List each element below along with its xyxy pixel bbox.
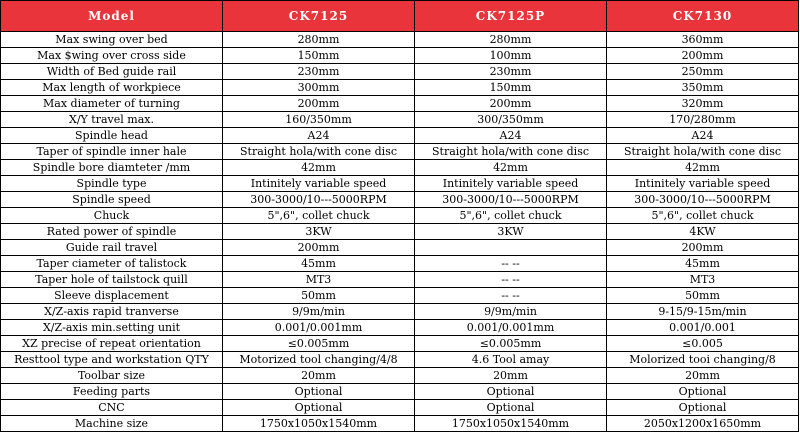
cell-value: 0.001/0.001mm (223, 320, 415, 336)
row-label: Spindle head (1, 128, 223, 144)
cell-value: Straight hola/with cone disc (415, 144, 607, 160)
row-label: Taper of spindle inner hale (1, 144, 223, 160)
cell-value: Motorized tool changing/4/8 (223, 352, 415, 368)
cell-value: MT3 (607, 272, 799, 288)
cell-value: 150mm (223, 48, 415, 64)
cell-value: 1750x1050x1540mm (223, 416, 415, 432)
row-label: Guide rail travel (1, 240, 223, 256)
row-label: Max length of workpiece (1, 80, 223, 96)
cell-value: Optional (607, 384, 799, 400)
cell-value: 300/350mm (415, 112, 607, 128)
cell-value: ≤0.005 (607, 336, 799, 352)
cell-value: Intinitely variable speed (607, 176, 799, 192)
cell-value: 200mm (415, 96, 607, 112)
cell-value: 150mm (415, 80, 607, 96)
cell-value: 20mm (607, 368, 799, 384)
cell-value: 200mm (607, 48, 799, 64)
cell-value: 42mm (607, 160, 799, 176)
cell-value: 2050x1200x1650mm (607, 416, 799, 432)
table-row (1, 416, 799, 432)
cell-value: 3KW (223, 224, 415, 240)
cell-value: ≤0.005mm (415, 336, 607, 352)
table-row (1, 160, 799, 176)
cell-value: 230mm (223, 64, 415, 80)
cell-value: Molorized tooi changing/8 (607, 352, 799, 368)
row-label: XZ precise of repeat orientation (1, 336, 223, 352)
cell-value: 5",6", collet chuck (223, 208, 415, 224)
cell-value: 0.001/0.001 (607, 320, 799, 336)
cell-value: Straight hola/with cone disc (607, 144, 799, 160)
cell-value: 320mm (607, 96, 799, 112)
cell-value: 100mm (415, 48, 607, 64)
cell-value: Optional (607, 400, 799, 416)
cell-value: 160/350mm (223, 112, 415, 128)
cell-value: Optional (223, 400, 415, 416)
row-label: Width of Bed guide rail (1, 64, 223, 80)
cell-value: 280mm (223, 32, 415, 48)
header-model-label: Model (1, 1, 223, 32)
cell-value: 200mm (607, 240, 799, 256)
cell-value: 300-3000/10---5000RPM (607, 192, 799, 208)
cell-value: ≤0.005mm (223, 336, 415, 352)
header-row (1, 1, 799, 32)
table-row (1, 64, 799, 80)
cell-value: Intinitely variable speed (223, 176, 415, 192)
table-row (1, 128, 799, 144)
cell-value: 20mm (223, 368, 415, 384)
row-label: X/Y travel max. (1, 112, 223, 128)
cell-value: Straight hola/with cone disc (223, 144, 415, 160)
cell-value: 200mm (223, 96, 415, 112)
table-row (1, 96, 799, 112)
row-label: Chuck (1, 208, 223, 224)
cell-value: A24 (607, 128, 799, 144)
cell-value: -- -- (415, 288, 607, 304)
row-label: X/Z-axis min.setting unit (1, 320, 223, 336)
row-label: Resttool type and workstation QTY (1, 352, 223, 368)
cell-value: 5",6", collet chuck (607, 208, 799, 224)
cell-value: 9-15/9-15m/min (607, 304, 799, 320)
row-label: Max swing over bed (1, 32, 223, 48)
cell-value: 230mm (415, 64, 607, 80)
cell-value: 200mm (223, 240, 415, 256)
row-label: Spindle bore diamteter /mm (1, 160, 223, 176)
cell-value: 45mm (607, 256, 799, 272)
cell-value: 9/9m/min (415, 304, 607, 320)
cell-value: A24 (223, 128, 415, 144)
table-row (1, 384, 799, 400)
table-row (1, 144, 799, 160)
table-row (1, 368, 799, 384)
cell-value: -- -- (415, 256, 607, 272)
table-row (1, 112, 799, 128)
table-row (1, 48, 799, 64)
cell-value: Optional (223, 384, 415, 400)
cell-value: 350mm (607, 80, 799, 96)
table-row (1, 352, 799, 368)
table-row (1, 336, 799, 352)
cell-value: 280mm (415, 32, 607, 48)
row-label: Spindle speed (1, 192, 223, 208)
row-label: Max $wing over cross side (1, 48, 223, 64)
row-label: Taper hole of tailstock quill (1, 272, 223, 288)
cell-value: 360mm (607, 32, 799, 48)
cell-value: 50mm (223, 288, 415, 304)
table-row (1, 400, 799, 416)
table-row (1, 240, 799, 256)
table-row (1, 80, 799, 96)
row-label: X/Z-axis rapid tranverse (1, 304, 223, 320)
cell-value: 0.001/0.001mm (415, 320, 607, 336)
row-label: Toolbar size (1, 368, 223, 384)
cell-value: 42mm (415, 160, 607, 176)
table-row (1, 208, 799, 224)
header-model-3: CK7130 (607, 1, 799, 32)
table-row (1, 176, 799, 192)
row-label: Rated power of spindle (1, 224, 223, 240)
cell-value: 170/280mm (607, 112, 799, 128)
cell-value: 45mm (223, 256, 415, 272)
table-row (1, 288, 799, 304)
table-row (1, 304, 799, 320)
cell-value: 300-3000/10---5000RPM (415, 192, 607, 208)
row-label: Taper ciameter of talistock (1, 256, 223, 272)
row-label: CNC (1, 400, 223, 416)
cell-value: 300mm (223, 80, 415, 96)
cell-value: 4.6 Tool amay (415, 352, 607, 368)
cell-value: 20mm (415, 368, 607, 384)
spec-body (1, 32, 799, 432)
row-label: Feeding parts (1, 384, 223, 400)
header-model-1: CK7125 (223, 1, 415, 32)
cell-value: 5",6", collet chuck (415, 208, 607, 224)
cell-value: -- -- (415, 272, 607, 288)
row-label: Sleeve displacement (1, 288, 223, 304)
row-label: Spindle type (1, 176, 223, 192)
header-model-2: CK7125P (415, 1, 607, 32)
table-row (1, 272, 799, 288)
cell-value: MT3 (223, 272, 415, 288)
cell-value: 250mm (607, 64, 799, 80)
cell-value: A24 (415, 128, 607, 144)
cell-value: Optional (415, 400, 607, 416)
table-row (1, 224, 799, 240)
cell-value: 1750x1050x1540mm (415, 416, 607, 432)
cell-value: 42mm (223, 160, 415, 176)
cell-value: 3KW (415, 224, 607, 240)
cell-value: 4KW (607, 224, 799, 240)
table-row (1, 320, 799, 336)
cell-value: Optional (415, 384, 607, 400)
cell-value: 50mm (607, 288, 799, 304)
row-label: Machine size (1, 416, 223, 432)
row-label: Max diameter of turning (1, 96, 223, 112)
table-row (1, 192, 799, 208)
cell-value: 9/9m/min (223, 304, 415, 320)
cell-value: Intinitely variable speed (415, 176, 607, 192)
cell-value: 300-3000/10---5000RPM (223, 192, 415, 208)
cell-value (415, 240, 607, 256)
table-row (1, 32, 799, 48)
table-row (1, 256, 799, 272)
